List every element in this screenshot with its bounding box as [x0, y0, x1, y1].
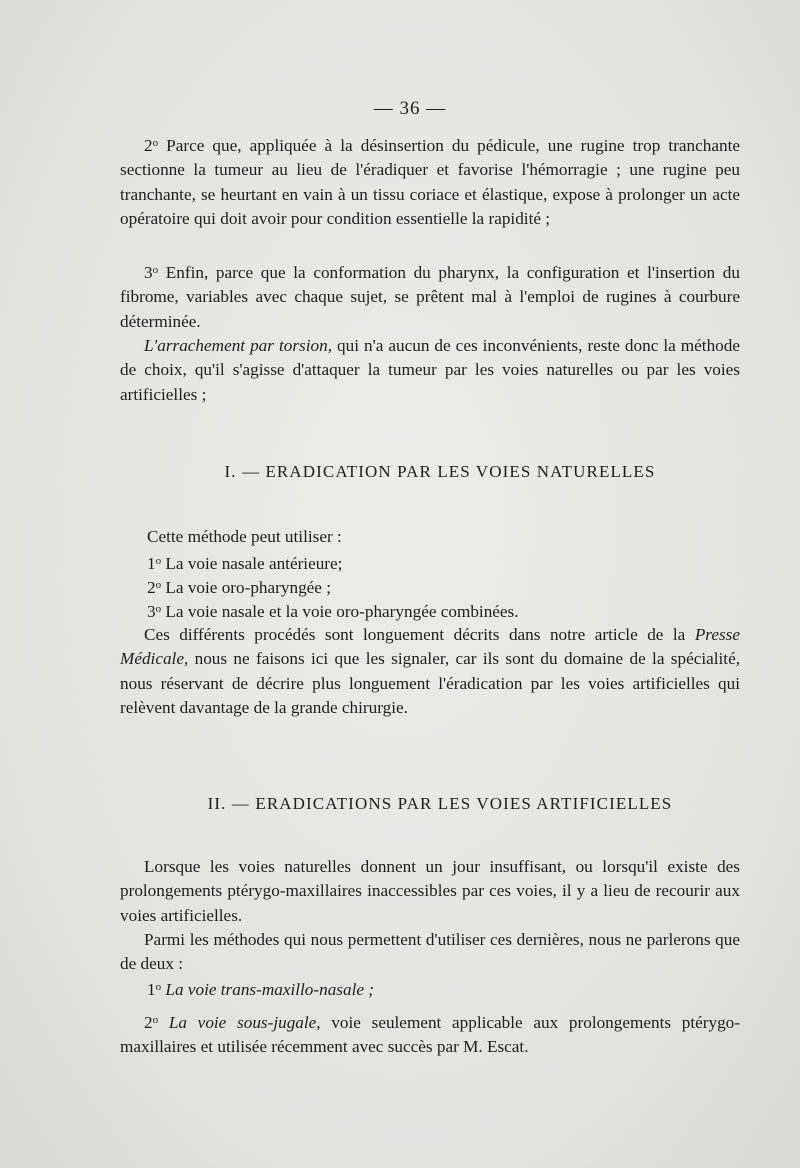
paragraph-parmi: Parmi les méthodes qui nous permettent d'utiliser ces dernières, nous ne parlerons que de deux :	[120, 930, 740, 974]
page-number: — 36 —	[373, 98, 447, 119]
paragraph-arrachement: L'arrachement par torsion, qui n'a aucun de ces inconvénients, reste donc la méthode de choix, qu'il s'agisse d'attaquer la tumeur par les voies naturelles ou par les voies artificielles ;	[120, 336, 740, 404]
list-item-voie-oro-pharyngee: 2$^o$ La voie oro-pharyngée ;	[147, 578, 331, 597]
section-heading-voies-artificielles: II. — ERADICATIONS PAR LES VOIES ARTIFICIELLES	[207, 794, 673, 813]
paragraph-voie-sous-jugale: 2$^o$ La voie sous-jugale, voie seulement applicable aux prolongements ptérygo-maxillaires et utilisée récemment avec succès par M. Escat.	[120, 1013, 741, 1057]
methode-intro: Cette méthode peut utiliser :	[147, 527, 342, 546]
list-item-voies-combinees: 3$^o$ La voie nasale et la voie oro-pharyngée combinées.	[147, 602, 519, 621]
list-item-voie-trans-maxillo-nasale: 1$^o$ La voie trans-maxillo-nasale ;	[147, 980, 374, 999]
paragraph-procedes: Ces différents procédés sont longuement décrits dans notre article de la Presse Médicale, nous ne faisons ici que les signaler, car ils sont du domaine de la spécialité, nous réservant de décrire plus longuement l'éradication par les voies artificielles qui relèvent davantage de la grande chirurgie.	[120, 625, 740, 717]
list-item-voie-nasale: 1$^o$ La voie nasale antérieure;	[147, 554, 343, 573]
paragraph-point-2: 2$^o$ Parce que, appliquée à la désinsertion du pédicule, une rugine trop tranchante sectionne la tumeur au lieu de l'éradiquer et favorise l'hémorragie ; une rugine peu tranchante, se heurtant en vain à un tissu coriace et élastique, expose à prolonger un acte opératoire qui doit avoir pour condition essentielle la rapidité ;	[120, 136, 740, 228]
paragraph-lorsque: Lorsque les voies naturelles donnent un jour insuffisant, ou lorsqu'il existe des prolongements ptérygo-maxillaires inaccessibles par ces voies, il y a lieu de recourir aux voies artificielles.	[120, 857, 740, 925]
paragraph-point-3: 3$^o$ Enfin, parce que la conformation du pharynx, la configuration et l'insertion du fibrome, variables avec chaque sujet, se prêtent mal à l'emploi de rugines à courbure déterminée.	[120, 263, 740, 331]
section-heading-voies-naturelles: I. — ERADICATION PAR LES VOIES NATURELLES	[224, 462, 656, 481]
